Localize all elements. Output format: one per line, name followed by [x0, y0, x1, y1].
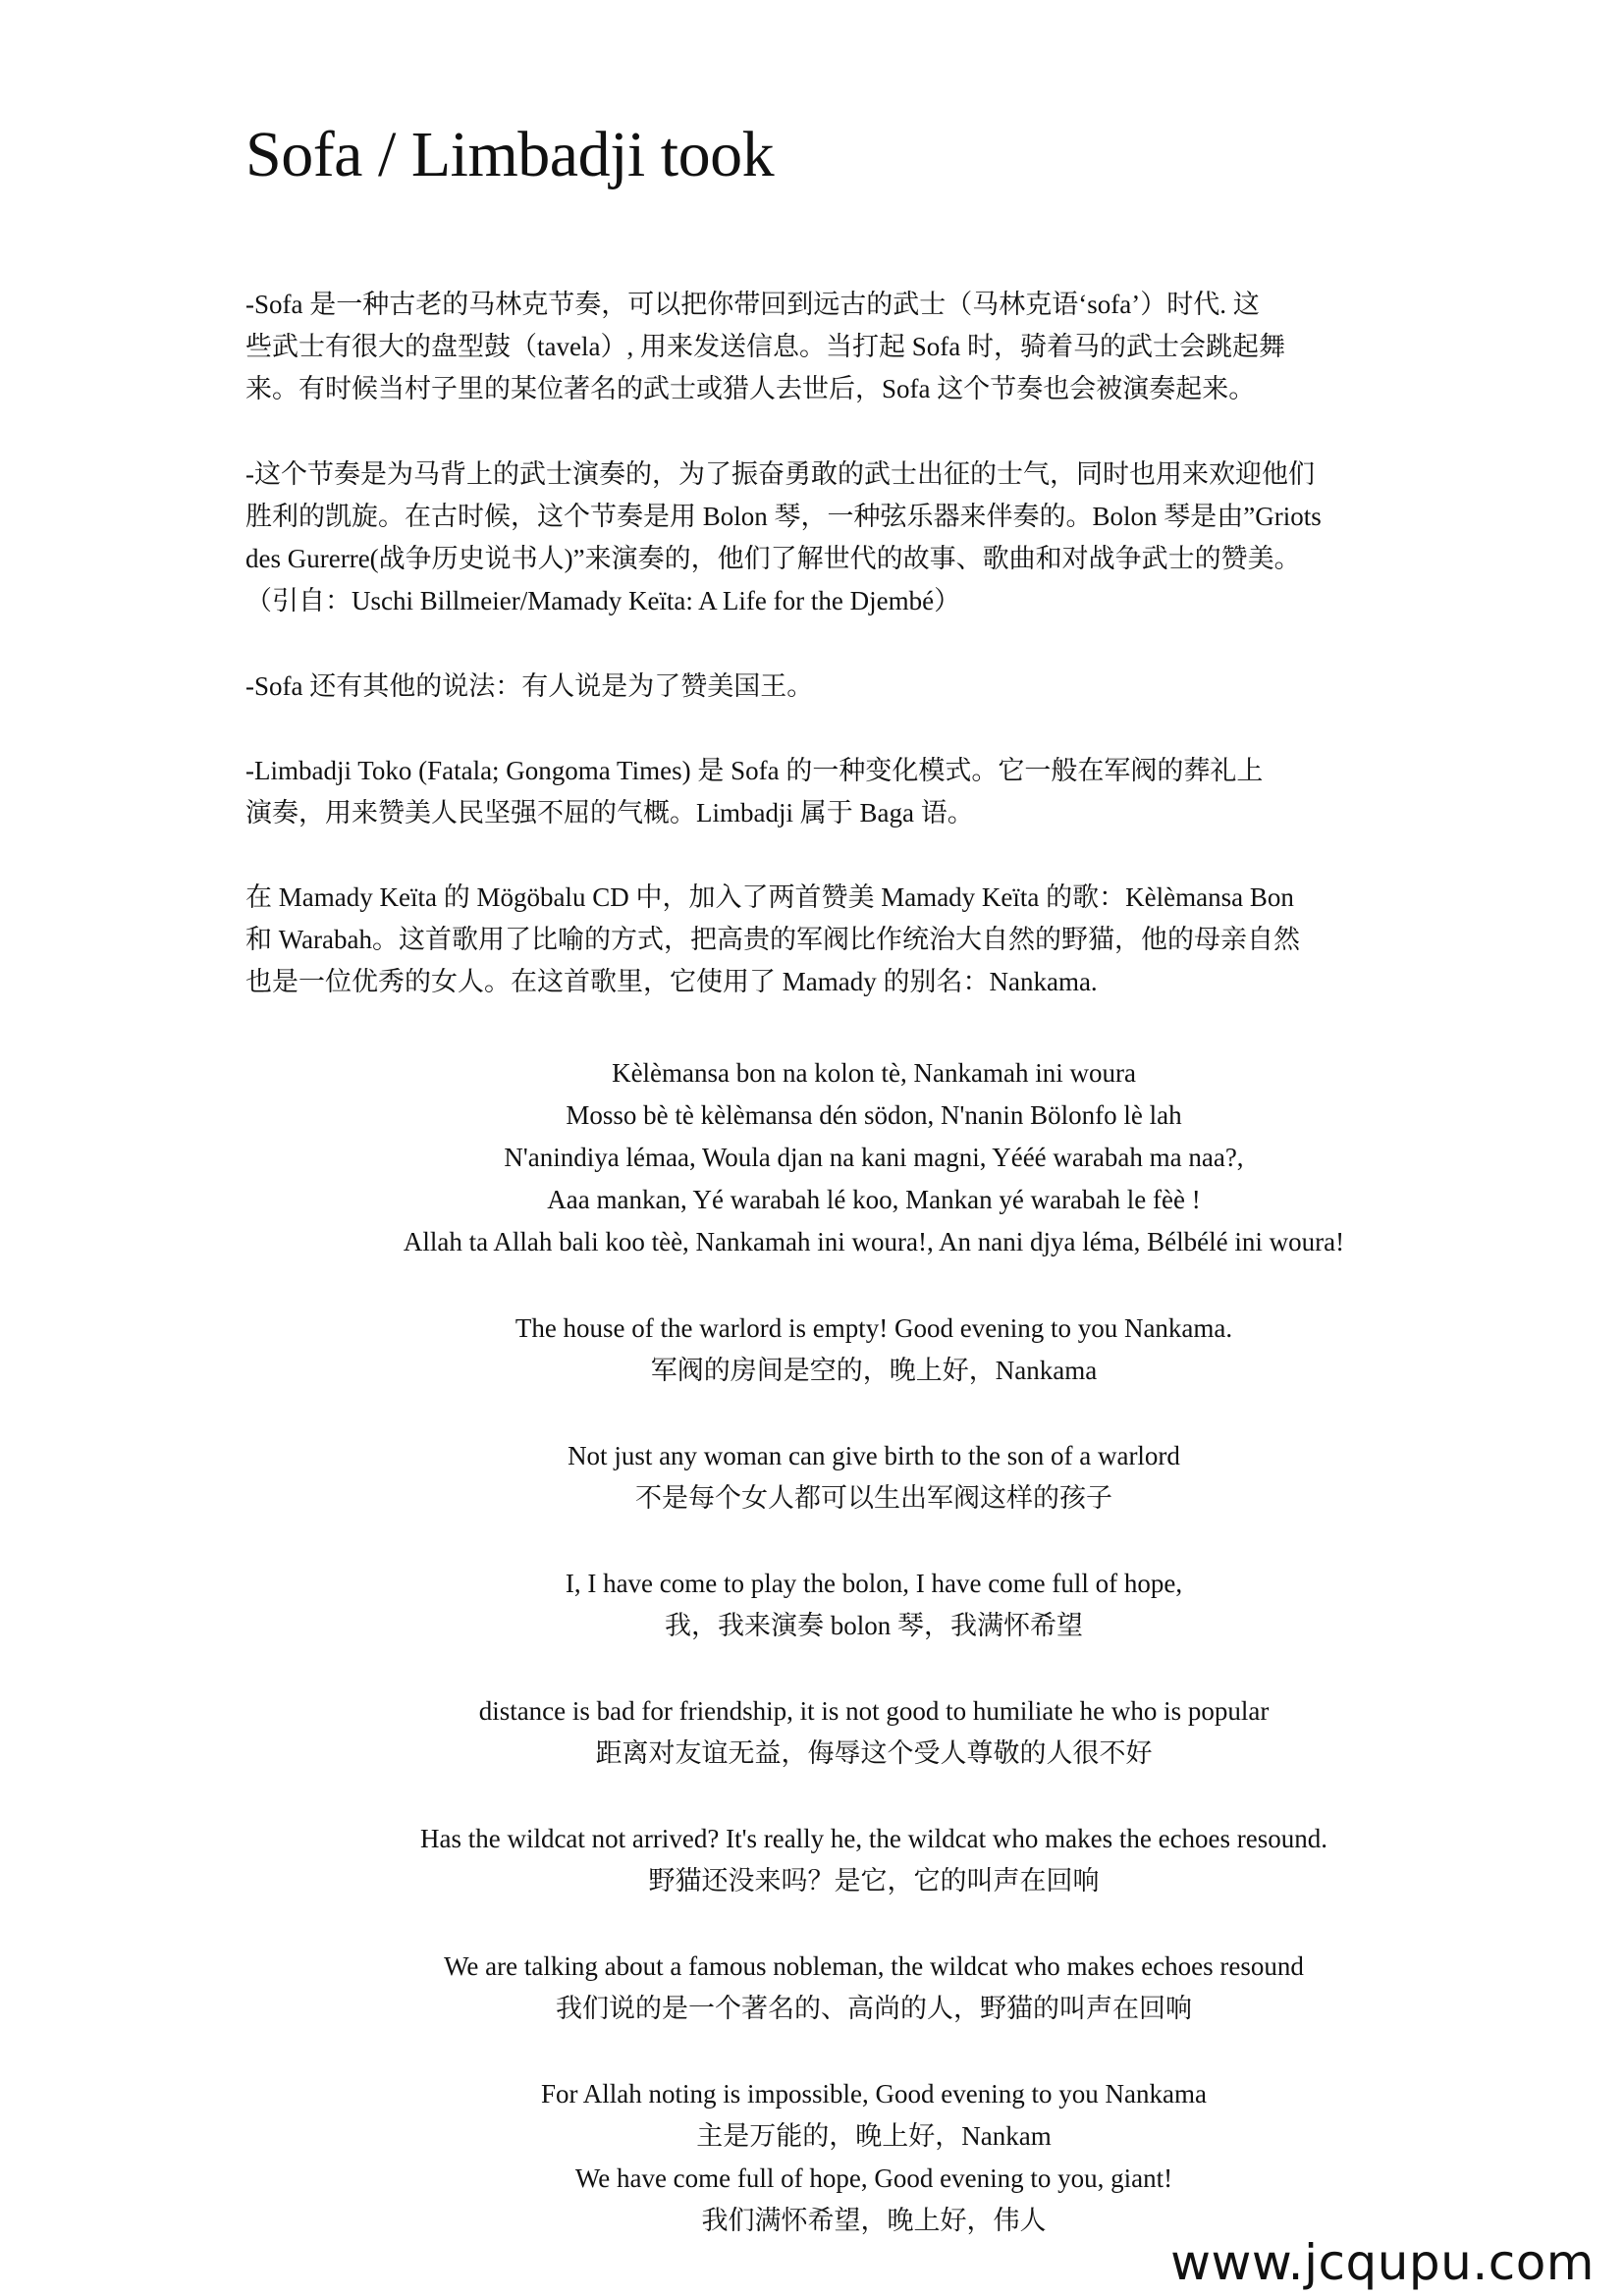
- lyric-line: Aaa mankan, Yé warabah lé koo, Mankan yé warabah le fèè !: [547, 1185, 1201, 1214]
- lyrics-stanza: [245, 1308, 1502, 1392]
- lyric-line-english: We are talking about a famous nobleman, the wildcat who makes echoes resound: [444, 1951, 1304, 1981]
- paragraph-line: 和 Warabah。这首歌用了比喻的方式，把高贵的军阀比作统治大自然的野猫，他的母亲自然: [245, 925, 1301, 954]
- lyric-line-chinese: 我们满怀希望，晚上好，伟人: [701, 2206, 1047, 2235]
- lyric-line-chinese: 主是万能的，晚上好，Nankam: [696, 2121, 1052, 2151]
- paragraph-line: -Sofa 还有其他的说法：有人说是为了赞美国王。: [245, 671, 814, 701]
- paragraph-line: -Limbadji Toko (Fatala; Gongoma Times) 是 Sofa 的一种变化模式。它一般在军阀的葬礼上: [245, 756, 1264, 785]
- lyric-line-chinese: 军阀的房间是空的，晚上好，Nankama: [650, 1356, 1098, 1385]
- lyric-line-chinese: 我们说的是一个著名的、高尚的人，野猫的叫声在回响: [556, 1994, 1192, 2023]
- paragraph-sofa-intro: [245, 284, 1443, 410]
- lyrics-stanza: [245, 1563, 1502, 1647]
- paragraph-line: des Gurerre(战争历史说书人)”来演奏的，他们了解世代的故事、歌曲和对战争武士的赞美。: [245, 544, 1301, 573]
- paragraph-line: （引自：Uschi Billmeier/Mamady Keïta: A Life for the Djembé）: [245, 586, 961, 615]
- paragraph-line: 些武士有很大的盘型鼓（tavela）, 用来发送信息。当打起 Sofa 时，骑着马的武士会跳起舞: [245, 332, 1285, 361]
- site-watermark: www.jcqupu.com: [1170, 2234, 1595, 2291]
- paragraph-mogobalu-cd: [245, 877, 1443, 1003]
- lyric-line: N'anindiya lémaa, Woula djan na kani magni, Yééé warabah ma naa?,: [504, 1143, 1244, 1172]
- paragraph-limbadji-toko: [245, 750, 1443, 834]
- lyrics-stanza: [245, 1690, 1502, 1775]
- lyric-line-chinese: 我，我来演奏 bolon 琴，我满怀希望: [664, 1611, 1083, 1640]
- lyrics-stanza: [245, 1946, 1502, 2030]
- lyric-line-chinese: 距离对友谊无益，侮辱这个受人尊敬的人很不好: [595, 1738, 1153, 1768]
- lyric-line: Kèlèmansa bon na kolon tè, Nankamah ini woura: [612, 1058, 1136, 1088]
- lyric-line-chinese: 不是每个女人都可以生出军阀这样的孩子: [635, 1483, 1112, 1513]
- paragraph-line: 胜利的凯旋。在古时候，这个节奏是用 Bolon 琴，一种弦乐器来伴奏的。Bolon 琴是由”Griots: [245, 502, 1322, 531]
- lyrics-stanza: [245, 1818, 1502, 1902]
- lyric-line-english: I, I have come to play the bolon, I have come full of hope,: [565, 1569, 1183, 1598]
- lyric-line-english: We have come full of hope, Good evening to you, giant!: [574, 2163, 1173, 2193]
- paragraph-other-sayings: [245, 666, 1443, 708]
- paragraph-line: 也是一位优秀的女人。在这首歌里，它使用了 Mamady 的别名：Nankama.: [245, 967, 1098, 996]
- lyrics-stanza: [245, 2073, 1502, 2242]
- lyric-line-english: For Allah noting is impossible, Good evening to you Nankama: [541, 2079, 1207, 2109]
- lyrics-verse-original: [245, 1052, 1502, 1263]
- lyric-line: Allah ta Allah bali koo tèè, Nankamah ini woura!, An nani djya léma, Bélbélé ini woura!: [403, 1227, 1345, 1256]
- lyric-line-english: distance is bad for friendship, it is not good to humiliate he who is popular: [478, 1696, 1270, 1726]
- paragraph-line: 来。有时候当村子里的某位著名的武士或猎人去世后，Sofa 这个节奏也会被演奏起来。: [245, 374, 1256, 403]
- lyrics-stanza: [245, 1435, 1502, 1520]
- paragraph-line: -这个节奏是为马背上的武士演奏的，为了振奋勇敢的武士出征的士气，同时也用来欢迎他们: [245, 459, 1315, 489]
- paragraph-line: 演奏，用来赞美人民坚强不屈的气概。Limbadji 属于 Baga 语。: [245, 798, 974, 828]
- lyric-line-english: Not just any woman can give birth to the son of a warlord: [568, 1441, 1180, 1470]
- paragraph-line: -Sofa 是一种古老的马林克节奏，可以把你带回到远古的武士（马林克语‘sofa’）时代. 这: [245, 290, 1260, 319]
- lyric-line-english: The house of the warlord is empty! Good evening to you Nankama.: [514, 1313, 1233, 1343]
- lyric-line: Mosso bè tè kèlèmansa dén södon, N'nanin Bölonfo lè lah: [566, 1100, 1182, 1130]
- page-title: Sofa / Limbadji took: [245, 119, 775, 190]
- paragraph-line: 在 Mamady Keïta 的 Mögöbalu CD 中，加入了两首赞美 Mamady Keïta 的歌：Kèlèmansa Bon: [245, 882, 1294, 912]
- lyric-line-chinese: 野猫还没来吗？是它，它的叫声在回响: [648, 1866, 1100, 1896]
- paragraph-warrior-rhythm: [245, 454, 1443, 622]
- lyric-line-english: Has the wildcat not arrived? It's really he, the wildcat who makes the echoes resound.: [419, 1824, 1328, 1853]
